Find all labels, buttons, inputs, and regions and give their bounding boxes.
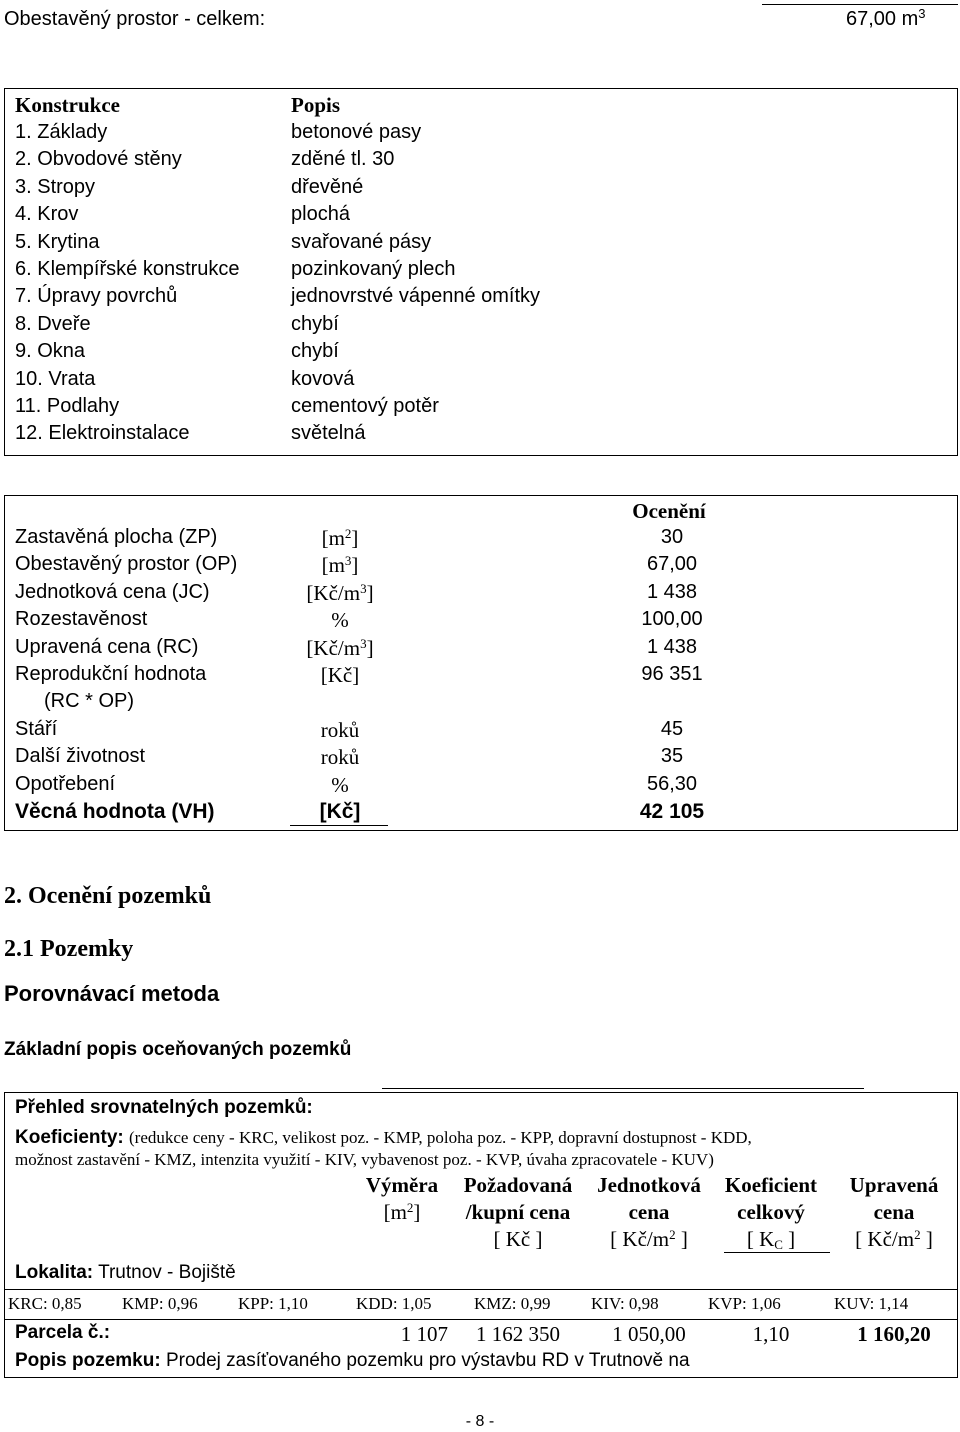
construction-item-name: 9. Okna — [15, 340, 86, 363]
valuation-row-unit-sup: 3 — [360, 580, 367, 596]
col-pozadovana-line1: Požadovaná — [463, 1173, 573, 1197]
col-koeficient-line2: celkový — [737, 1200, 805, 1224]
construction-item-desc: betonové pasy — [291, 121, 422, 143]
header-top-rule — [762, 4, 958, 5]
valuation-row-label: Další životnost — [15, 745, 146, 768]
lokalita-value: Trutnov - Bojiště — [98, 1262, 236, 1283]
header-label: Obestavěný prostor - celkem: — [4, 8, 266, 30]
construction-item-desc: kovová — [291, 367, 355, 390]
comparison-title: Přehled srovnatelných pozemků: — [15, 1097, 313, 1118]
valuation-row-value: 56,30 — [646, 772, 698, 795]
lokalita-label: Lokalita: — [15, 1262, 94, 1283]
basic-description-heading: Základní popis oceňovaných pozemků — [4, 1039, 352, 1060]
valuation-total-value: 42 105 — [639, 800, 705, 823]
parcela-label: Parcela č.: — [15, 1322, 111, 1343]
valuation-row-label: Upravená cena (RC) — [15, 635, 199, 658]
coefficients-text-1: (redukce ceny - KRC, velikost poz. - KMP, poloha poz. - KPP, dopravní dostupnost - KDD, — [129, 1128, 752, 1147]
col-upravena-line3 — [830, 1227, 958, 1252]
coefficient-value: KMP: 0,96 — [122, 1294, 198, 1313]
coefficient-value: KPP: 1,10 — [238, 1294, 308, 1313]
valuation-row-unit-end: ] — [351, 526, 359, 550]
valuation-row-label: Opotřebení — [15, 772, 116, 795]
method-heading: Porovnávací metoda — [4, 981, 220, 1006]
parcela-jednotkova-cena: 1 050,00 — [612, 1322, 686, 1346]
valuation-row-unit — [290, 663, 390, 688]
construction-item-desc: světelná — [291, 422, 366, 445]
col-jednotkova-line1: Jednotková — [597, 1173, 701, 1197]
col-koeficient-line3 — [712, 1227, 830, 1252]
construction-item-desc: pozinkovaný plech — [291, 258, 456, 280]
col-upravena-line2: cena — [873, 1200, 915, 1224]
valuation-row-label: Rozestavěnost — [15, 608, 148, 631]
coefficients-rule — [4, 1319, 958, 1320]
coefficient-value: KDD: 1,05 — [356, 1294, 432, 1313]
valuation-row-label: Stáří — [15, 717, 58, 740]
comparison-top-rule — [382, 1088, 864, 1089]
col-koeficient-underline — [724, 1252, 830, 1253]
subsection-heading: 2.1 Pozemky — [4, 936, 134, 962]
construction-item-name: 5. Krytina — [15, 230, 100, 253]
header-value-text: 67,00 m — [846, 8, 919, 30]
valuation-total-unit: [Kč] — [319, 800, 361, 823]
header-value-sup: 3 — [918, 6, 926, 21]
construction-item-name: 4. Krov — [15, 203, 79, 226]
valuation-row-value: 1 438 — [646, 635, 698, 658]
valuation-row-unit-sup: 2 — [344, 526, 352, 541]
valuation-row-unit-text: roků — [320, 717, 360, 742]
lokalita-rule — [4, 1289, 958, 1290]
valuation-row-unit-text: roků — [320, 745, 360, 770]
col-upravena-sup: 2 — [914, 1227, 921, 1242]
col-jednotkova-unit: [ Kč/m — [610, 1227, 670, 1251]
col-vymera-sup: 2 — [406, 1200, 414, 1215]
construction-col-popis: Popis — [291, 93, 341, 117]
col-jednotkova-line3 — [584, 1227, 714, 1252]
col-koeficient-end: ] — [782, 1227, 796, 1251]
page-number: - 8 - — [465, 1413, 495, 1430]
valuation-total-unit-underline — [290, 825, 388, 826]
col-jednotkova-end: ] — [675, 1227, 688, 1251]
valuation-row-unit — [290, 553, 390, 578]
construction-item-desc: plochá — [291, 203, 350, 226]
valuation-row-unit-text: [m — [321, 526, 345, 550]
parcela-pozadovana-cena: 1 162 350 — [476, 1322, 560, 1346]
valuation-row-unit — [290, 636, 390, 661]
col-vymera-line2 — [352, 1200, 452, 1225]
col-pozadovana-line3: [ Kč ] — [493, 1227, 543, 1251]
valuation-row-value: 30 — [660, 526, 684, 548]
valuation-row-label: Reprodukční hodnota — [15, 663, 207, 685]
valuation-row-label: Obestavěný prostor (OP) — [15, 553, 238, 576]
construction-item-name: 2. Obvodové stěny — [15, 148, 182, 171]
valuation-row-value: 35 — [660, 745, 684, 768]
valuation-row-unit-end: ] — [366, 580, 374, 605]
valuation-row-unit-text: [Kč/m — [306, 635, 361, 660]
valuation-row-unit — [290, 745, 390, 770]
valuation-row-unit-end: ] — [366, 635, 374, 660]
valuation-row-unit-text: [Kč] — [320, 663, 360, 687]
popis-pozemku-row — [15, 1350, 690, 1372]
popis-pozemku-value: Prodej zasíťovaného pozemku pro výstavbu RD v Trutnově na — [165, 1350, 690, 1371]
col-upravena-line1: Upravená — [849, 1173, 939, 1197]
construction-item-desc: dřevěné — [291, 175, 364, 198]
section-heading: 2. Ocenění pozemků — [4, 883, 212, 909]
header-value — [846, 8, 926, 31]
valuation-row-value: 100,00 — [641, 608, 703, 631]
coefficient-value: KVP: 1,06 — [708, 1294, 781, 1313]
valuation-row-value: 45 — [660, 717, 684, 740]
construction-item-name: 7. Úpravy povrchů — [15, 285, 178, 308]
valuation-row-unit-text: [Kč/m — [306, 580, 361, 605]
construction-item-desc: chybí — [291, 312, 339, 335]
valuation-row-unit-sup: 3 — [344, 553, 352, 569]
parcela-vymera: 1 107 — [400, 1322, 448, 1346]
coefficient-value: KUV: 1,14 — [834, 1294, 909, 1313]
construction-item-name: 10. Vrata — [15, 367, 96, 390]
valuation-row-unit — [290, 608, 390, 633]
valuation-row-unit — [290, 773, 390, 798]
col-koeficient-unit: [ K — [746, 1227, 775, 1251]
valuation-row-unit-text: % — [331, 608, 349, 633]
valuation-row-value: 96 351 — [641, 663, 703, 685]
valuation-total-label: Věcná hodnota (VH) — [15, 800, 215, 823]
valuation-row-unit — [290, 526, 390, 551]
construction-item-name: 1. Základy — [15, 121, 108, 143]
construction-item-name: 8. Dveře — [15, 312, 91, 335]
construction-item-desc: zděné tl. 30 — [291, 148, 395, 171]
valuation-row-label: Zastavěná plocha (ZP) — [15, 526, 218, 548]
coefficients-line1 — [15, 1124, 752, 1149]
coefficients-label: Koeficienty: — [15, 1127, 124, 1148]
col-vymera-line1: Výměra — [365, 1173, 439, 1197]
valuation-row-unit-text: [m — [321, 553, 345, 578]
coefficients-line2: možnost zastavění - KMZ, intenzita využití - KIV, vybavenost poz. - KVP, úvaha zpracovatele - KUV) — [15, 1150, 714, 1169]
valuation-row-unit-sup: 3 — [360, 635, 367, 651]
coefficient-value: KMZ: 0,99 — [474, 1294, 551, 1313]
construction-item-desc: svařované pásy — [291, 230, 432, 253]
construction-item-name: 6. Klempířské konstrukce — [15, 258, 240, 280]
construction-item-name: 12. Elektroinstalace — [15, 422, 190, 445]
construction-item-desc: jednovrstvé vápenné omítky — [291, 285, 541, 308]
valuation-row-unit-text: % — [331, 772, 349, 797]
valuation-row-value: 1 438 — [646, 580, 698, 603]
coefficient-value: KIV: 0,98 — [591, 1294, 659, 1313]
valuation-row-unit — [290, 581, 390, 606]
valuation-header: Ocenění — [632, 499, 706, 523]
valuation-row-label: Jednotková cena (JC) — [15, 580, 210, 603]
col-koeficient-sub: C — [774, 1237, 783, 1252]
parcela-koeficient: 1,10 — [752, 1322, 790, 1346]
col-pozadovana-line2: /kupní cena — [465, 1200, 571, 1224]
valuation-row-unit-end: ] — [351, 553, 359, 578]
col-upravena-end: ] — [920, 1227, 933, 1251]
valuation-row-value: 67,00 — [646, 553, 698, 576]
parcela-upravena-cena: 1 160,20 — [857, 1322, 931, 1346]
lokalita-row — [15, 1262, 236, 1284]
construction-item-name: 11. Podlahy — [15, 395, 120, 417]
valuation-row-unit — [290, 718, 390, 743]
col-koeficient-line1: Koeficient — [724, 1173, 818, 1197]
valuation-row-label: (RC * OP) — [44, 690, 134, 713]
construction-item-name: 3. Stropy — [15, 175, 96, 198]
col-jednotkova-sup: 2 — [669, 1227, 676, 1242]
construction-item-desc: chybí — [291, 340, 339, 363]
col-vymera-end: ] — [413, 1200, 421, 1224]
col-vymera-unit: [m — [383, 1200, 407, 1224]
construction-col-konstrukce: Konstrukce — [15, 93, 120, 117]
popis-pozemku-label: Popis pozemku: — [15, 1350, 161, 1371]
coefficient-value: KRC: 0,85 — [8, 1294, 82, 1313]
col-jednotkova-line2: cena — [628, 1200, 670, 1224]
construction-item-desc: cementový potěr — [291, 395, 439, 417]
col-upravena-unit: [ Kč/m — [855, 1227, 915, 1251]
